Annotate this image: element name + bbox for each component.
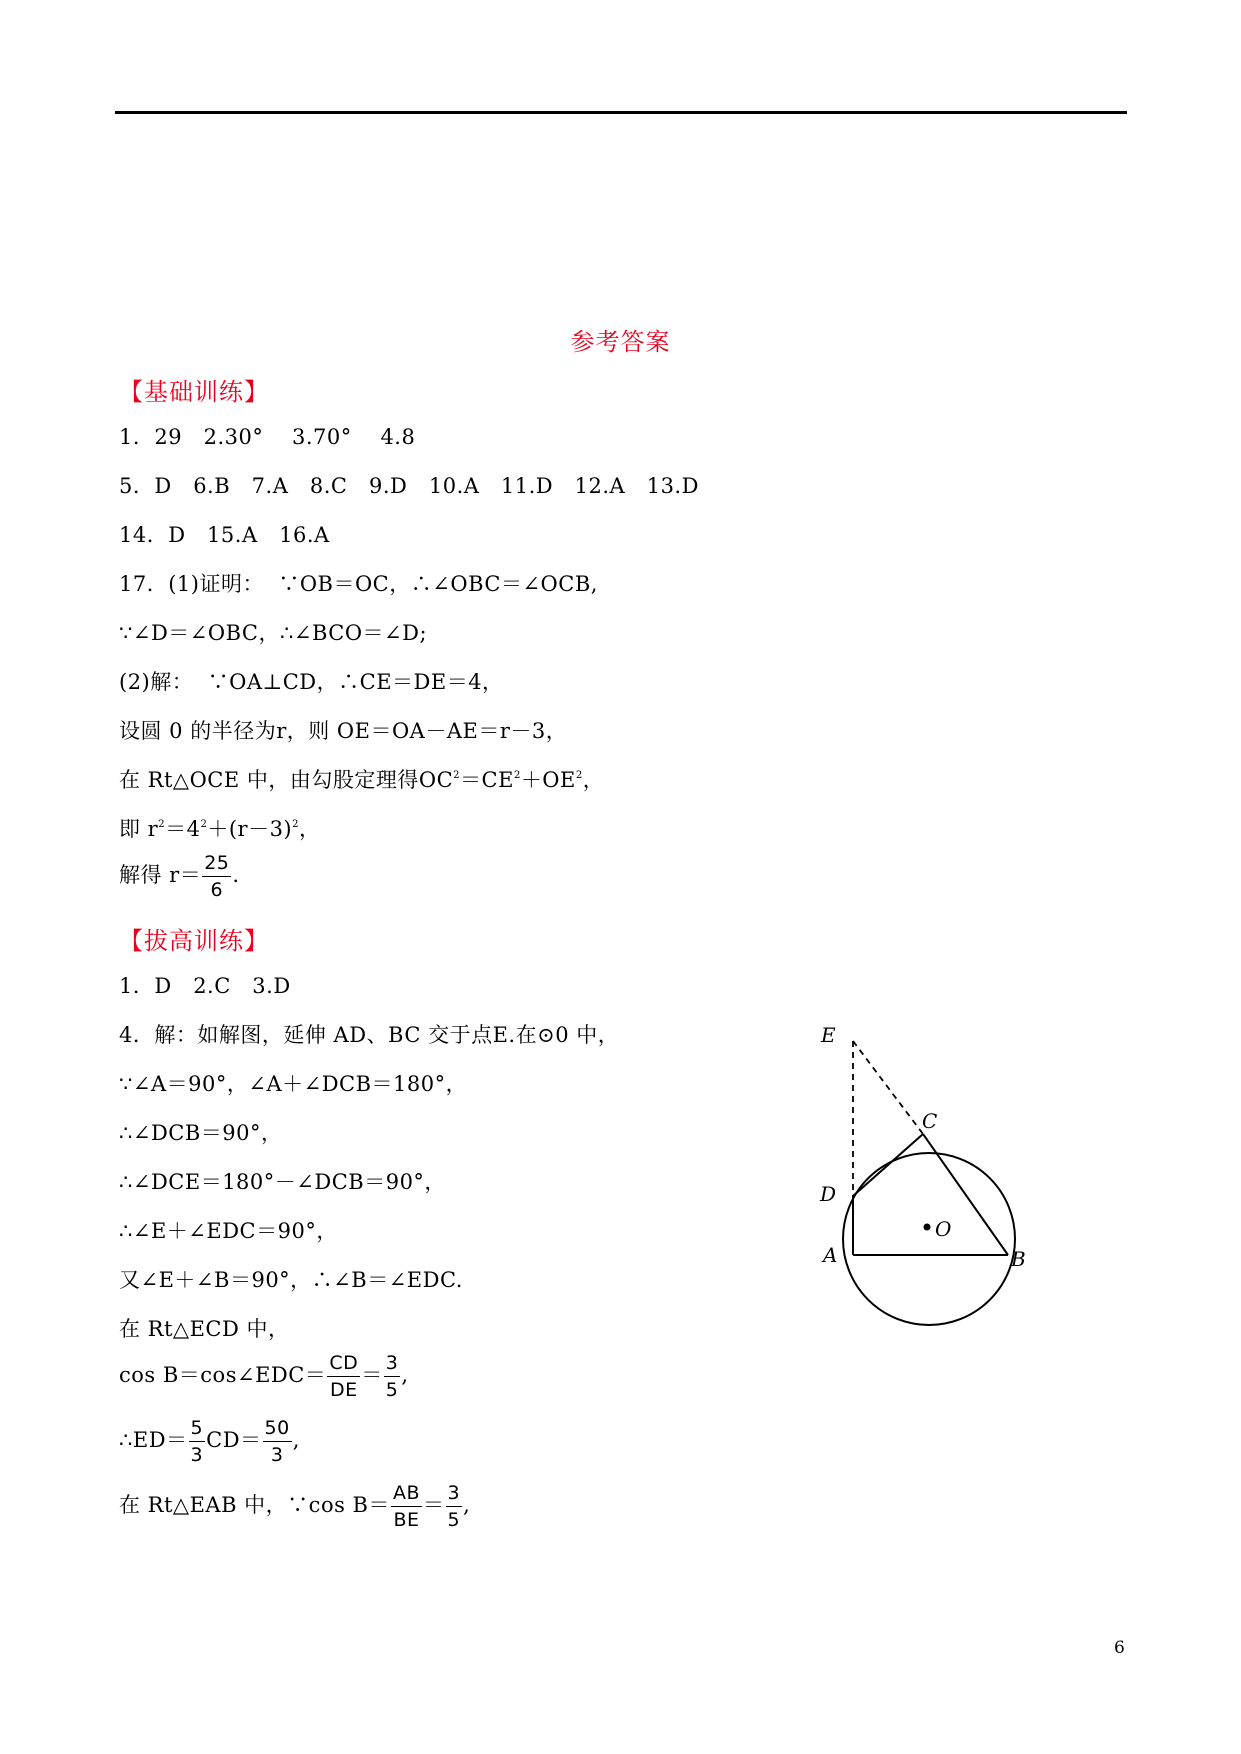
geometry-figure: [815, 1020, 1055, 1340]
answer-line: 1．29 2.30° 3.70° 4.8: [119, 425, 416, 449]
fraction: $\frac{5}{3}$: [190, 1417, 204, 1466]
label-c: C: [922, 1109, 938, 1133]
solution-line: 即 $r^2=4^2+(r-3)^2$，: [119, 817, 321, 841]
solution-line: 解得 r＝ $\frac{25}{6}$ .: [119, 852, 240, 901]
solution-line: ∴ED＝ $\frac{5}{3}$ CD＝ $\frac{50}{3}$ ,: [119, 1417, 300, 1466]
solution-line: 设圆 0 的半径为r，则 OE＝OA－AE＝r－3，: [119, 719, 568, 743]
fraction: $\frac{AB}{BE}$: [392, 1482, 421, 1531]
answer-line: 1．D 2.C 3.D: [119, 974, 291, 998]
header-rule: [115, 111, 1127, 114]
center-point-o: [924, 1224, 931, 1231]
fraction: $\frac{50}{3}$: [264, 1417, 290, 1466]
solution-line: (2)解： ∵OA⊥CD，∴CE＝DE＝4，: [119, 670, 504, 694]
solution-line: 17．(1)证明： ∵OB＝OC，∴∠OBC＝∠OCB,: [119, 572, 598, 596]
solution-line: 又∠E＋∠B＝90°，∴∠B＝∠EDC.: [119, 1268, 463, 1292]
solution-line: ∵∠A＝90°，∠A＋∠DCB＝180°，: [119, 1072, 468, 1096]
label-a: A: [823, 1243, 838, 1267]
circle-o: [843, 1153, 1015, 1325]
answer-line: 14．D 15.A 16.A: [119, 523, 330, 547]
dashed-line-ec: [853, 1041, 923, 1134]
fraction: $\frac{25}{6}$: [204, 852, 230, 901]
page-number: 6: [1114, 1638, 1125, 1658]
solution-line: ∴∠E＋∠EDC＝90°，: [119, 1219, 338, 1243]
solution-line: ∵∠D＝∠OBC，∴∠BCO＝∠D;: [119, 621, 428, 645]
segment-cd: [853, 1134, 923, 1196]
fraction: $\frac{3}{5}$: [385, 1352, 399, 1401]
section-heading-advanced: 【拔高训练】: [119, 927, 269, 955]
solution-line: 4．解：如解图，延伸 AD、BC 交于点E.在⊙0 中，: [119, 1023, 620, 1047]
answer-line: 5．D 6.B 7.A 8.C 9.D 10.A 11.D 12.A 13.D: [119, 474, 699, 498]
fraction: $\frac{3}{5}$: [447, 1482, 461, 1531]
solution-line: cos B＝cos∠EDC＝ $\frac{CD}{DE}$ ＝ $\frac{3}{5}$ ,: [119, 1352, 409, 1401]
label-o: O: [935, 1217, 952, 1241]
solution-line: 在 Rt△EAB 中，∵cos B＝ $\frac{AB}{BE}$ ＝ $\frac{3}{5}$ ,: [119, 1482, 471, 1531]
solution-line: ∴∠DCE＝180°－∠DCB＝90°，: [119, 1170, 446, 1194]
solution-line: 在 Rt△ECD 中，: [119, 1317, 290, 1341]
fraction: $\frac{CD}{DE}$: [329, 1352, 359, 1401]
section-heading-basic: 【基础训练】: [119, 378, 269, 406]
label-b: B: [1011, 1247, 1026, 1271]
label-e: E: [821, 1023, 836, 1047]
solution-line: ∴∠DCB＝90°，: [119, 1121, 283, 1145]
label-d: D: [820, 1182, 837, 1206]
solution-line: 在 Rt△OCE 中，由勾股定理得$OC^2=CE^2+OE^2$，: [119, 768, 605, 792]
page-title: 参考答案: [570, 328, 671, 356]
